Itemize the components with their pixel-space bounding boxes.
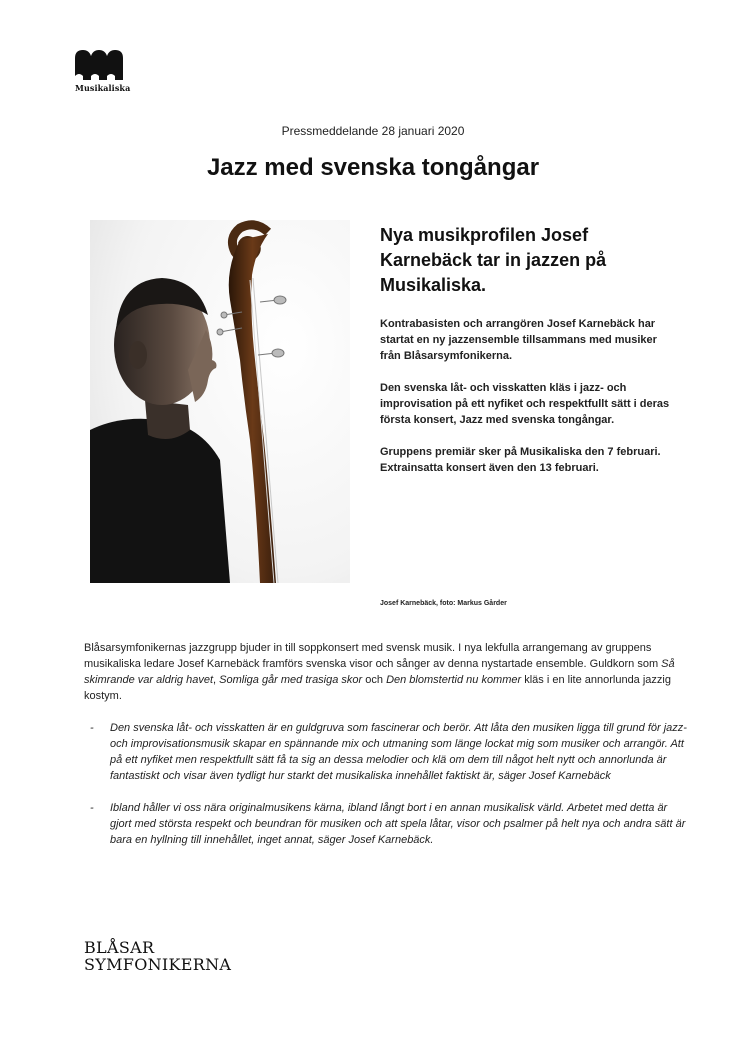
musikaliska-logo-icon [75, 50, 123, 80]
musikaliska-logo [75, 50, 135, 93]
intro-paragraph: Gruppens premiär sker på Musikaliska den 7 februari. Extrainsatta konsert även den 13 februari. [380, 446, 661, 474]
list-dash: - [90, 722, 94, 734]
body-paragraph: Blåsarsymfonikernas jazzgrupp bjuder in till soppkonsert med svensk musik. I nya lekfulla arrangemang av gruppens musikaliska ledare Josef Karnebäck framförs svenska visor och sånger av denna nystartade ensemble. Guldkorn som Så skimrande var aldrig havet, Somliga går med trasiga skor och Den blomstertid nu kommer kläs i en lite annorlunda jazzig kostym. [84, 642, 675, 702]
quote-text: Ibland håller vi oss nära originalmusikens kärna, ibland långt bort i en annan musikalisk värld. Arbetet med detta är gjort med största respekt och beundran för musiken och att spela låtar, visor och psalmer på helt nya och andra sätt är bara en hyllning till innehållet, inget annat, säger Josef Karnebäck. [110, 802, 686, 846]
photo-caption: Josef Karnebäck, foto: Markus Gårder [380, 600, 507, 607]
song-title: Somliga går med trasiga skor [219, 674, 363, 686]
musician-with-double-bass-image [90, 220, 350, 583]
song-title: Den blomstertid nu kommer [386, 674, 522, 686]
list-dash: - [90, 802, 94, 814]
intro-paragraph: Kontrabasisten och arrangören Josef Karnebäck har startat en ny jazzensemble tillsammans med musiker från Blåsarsymfonikerna. [380, 318, 657, 362]
quote-item [90, 720, 690, 784]
page-title: Jazz med svenska tongångar [206, 154, 540, 181]
intro-column [380, 223, 670, 492]
portrait-photo [90, 220, 350, 583]
song-title: Så skimrande var aldrig havet [84, 658, 675, 686]
logo-wordmark: Musikaliska [75, 83, 131, 93]
intro-paragraph: Den svenska låt- och visskatten kläs i jazz- och improvisation på ett nyfiket och respektfullt sätt i deras första konsert, Jazz med svenska tongångar. [380, 382, 670, 426]
intro-heading: Nya musikprofilen Josef Karnebäck tar in jazzen på Musikaliska. [380, 225, 607, 295]
quote-text: Den svenska låt- och visskatten är en guldgruva som fascinerar och berör. Att låta den musiken ligga till grund för jazz- och improvisationsmusik skapar en spännande mix och utmaning som länge lockat mig som musiker och arrangör. Att på ett nyfiket men respektfullt sätt få ta sig an dessa melodier och klä om dem till något helt nytt och annorlunda är fantastiskt och visar även tydligt hur starkt det musikaliska innehållet faktiskt är, säger Josef Karnebäck [110, 722, 687, 782]
blasarsymfonikerna-logo [84, 939, 231, 973]
quote-item [90, 800, 690, 848]
footer-logo-line: SYMFONIKERNA [84, 955, 232, 974]
quote-list [90, 720, 690, 864]
press-date: Pressmeddelande 28 januari 2020 [281, 124, 465, 138]
footer-logo-line: BLÅSAR [84, 938, 155, 957]
